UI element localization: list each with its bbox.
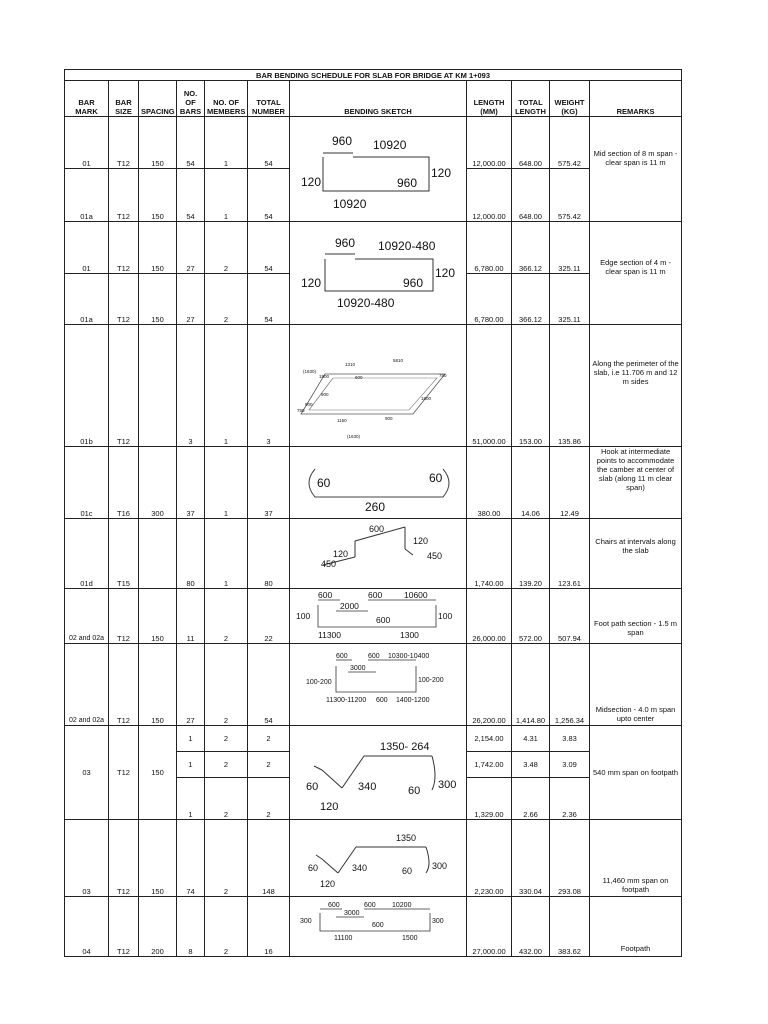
table-row — [65, 644, 682, 726]
weight-cell: 123.61 — [550, 519, 590, 589]
total-length-cell: 366.12 — [512, 222, 550, 274]
total-number-cell: 2 — [248, 778, 290, 820]
header-bending-sketch: BENDING SKETCH — [290, 81, 467, 117]
sketch-dim: 100 — [438, 611, 453, 621]
no-of-bars-cell: 80 — [177, 519, 205, 589]
bar-mark-cell: 01a — [65, 274, 109, 325]
total-number-cell: 22 — [248, 589, 290, 644]
total-number-cell: 2 — [248, 726, 290, 752]
spacing-cell: 300 — [139, 447, 177, 519]
bending-sketch-7 — [290, 644, 467, 726]
sketch-dim: 900 — [321, 391, 329, 397]
table-row — [65, 820, 682, 897]
bar-mark-cell: 01b — [65, 325, 109, 447]
sketch-dim: 120 — [413, 535, 429, 546]
remarks-cell: Edge section of 4 m - clear span is 11 m — [590, 222, 682, 325]
sketch-dim: 60 — [317, 475, 331, 490]
table-row — [65, 117, 682, 169]
sketch-dim: 120 — [435, 266, 456, 280]
length-cell: 51,000.00 — [467, 325, 512, 447]
no-of-members-cell: 1 — [205, 519, 248, 589]
sketch-dim: 10920 — [373, 138, 407, 152]
no-of-members-cell: 2 — [205, 778, 248, 820]
table-row — [65, 726, 682, 752]
spacing-cell: 150 — [139, 274, 177, 325]
remarks-cell: 540 mm span on footpath — [590, 726, 682, 820]
no-of-members-cell: 1 — [205, 447, 248, 519]
weight-cell: 325.11 — [550, 222, 590, 274]
remarks-cell: Chairs at intervals along the slab — [590, 519, 682, 589]
weight-cell: 383.62 — [550, 897, 590, 957]
bar-size-cell: T12 — [109, 169, 139, 222]
bar-size-cell: T12 — [109, 820, 139, 897]
total-number-cell: 54 — [248, 222, 290, 274]
bending-sketch-4 — [290, 447, 467, 519]
sketch-dim: 340 — [352, 863, 368, 873]
spacing-cell: 150 — [139, 589, 177, 644]
sketch-dim: 11300 — [318, 630, 342, 640]
bar-size-cell: T12 — [109, 589, 139, 644]
schedule-title: BAR BENDING SCHEDULE FOR SLAB FOR BRIDGE AT KM 1+093 — [65, 70, 682, 81]
no-of-members-cell: 2 — [205, 726, 248, 752]
sketch-dim: 3000 — [344, 910, 360, 917]
remarks-cell: 11,460 mm span on footpath — [590, 820, 682, 897]
sketch-dim: 10920 — [333, 197, 367, 211]
total-length-cell: 432.00 — [512, 897, 550, 957]
length-cell: 12,000.00 — [467, 117, 512, 169]
header-spacing: SPACING — [139, 81, 177, 117]
sketch-dim: 600 — [372, 922, 384, 929]
no-of-bars-cell: 1 — [177, 778, 205, 820]
sketch-dim: 60 — [429, 470, 443, 485]
bar-size-cell: T12 — [109, 117, 139, 169]
length-cell: 26,200.00 — [467, 644, 512, 726]
weight-cell: 1,256.34 — [550, 644, 590, 726]
table-row — [65, 589, 682, 644]
remarks-cell: Hook at intermediate points to accommodate the camber at center of slab (along 11 m clear span) — [590, 447, 682, 519]
sketch-dim: 600 — [368, 653, 380, 660]
total-length-cell: 648.00 — [512, 117, 550, 169]
weight-cell: 507.94 — [550, 589, 590, 644]
spacing-cell: 150 — [139, 820, 177, 897]
no-of-bars-cell: 74 — [177, 820, 205, 897]
no-of-bars-cell: 27 — [177, 274, 205, 325]
header-total-number: TOTAL NUMBER — [248, 81, 290, 117]
weight-cell: 293.08 — [550, 820, 590, 897]
total-length-cell: 14.06 — [512, 447, 550, 519]
sketch-dim: 10600 — [404, 590, 428, 600]
sketch-dim: 960 — [403, 276, 424, 290]
no-of-bars-cell: 1 — [177, 726, 205, 752]
sketch-dim: 300 — [432, 918, 444, 925]
no-of-members-cell: 1 — [205, 325, 248, 447]
no-of-bars-cell: 54 — [177, 117, 205, 169]
spacing-cell — [139, 519, 177, 589]
no-of-bars-cell: 3 — [177, 325, 205, 447]
length-cell: 26,000.00 — [467, 589, 512, 644]
bar-size-cell: T12 — [109, 644, 139, 726]
bar-bending-schedule-table — [64, 69, 682, 957]
bending-sketch-1 — [290, 117, 467, 222]
no-of-members-cell: 2 — [205, 820, 248, 897]
no-of-members-cell: 2 — [205, 589, 248, 644]
sketch-dim: 260 — [365, 499, 386, 514]
total-number-cell: 54 — [248, 644, 290, 726]
sketch-dim: 600 — [376, 615, 391, 625]
sketch-dim: 60 — [306, 780, 319, 793]
total-length-cell: 139.20 — [512, 519, 550, 589]
bar-mark-cell: 02 and 02a — [65, 644, 109, 726]
header-weight: WEIGHT (KG) — [550, 81, 590, 117]
sketch-dim: 5810 — [393, 357, 404, 363]
sketch-dim: 960 — [397, 176, 418, 190]
bending-sketch-10 — [290, 897, 467, 957]
no-of-bars-cell: 11 — [177, 589, 205, 644]
sketch-dim: 300 — [432, 861, 448, 871]
spacing-cell: 150 — [139, 726, 177, 820]
header-no-of-members: NO. OF MEMBERS — [205, 81, 248, 117]
total-length-cell: 1,414.80 — [512, 644, 550, 726]
no-of-bars-cell: 27 — [177, 644, 205, 726]
bar-size-cell: T12 — [109, 274, 139, 325]
bar-mark-cell: 01c — [65, 447, 109, 519]
sketch-dim: (1630) — [347, 433, 361, 439]
sketch-dim: 900 — [385, 415, 393, 421]
sketch-dim: 1350 — [396, 833, 417, 843]
weight-cell: 575.42 — [550, 169, 590, 222]
remarks-cell: Midsection - 4.0 m span upto center — [590, 644, 682, 726]
weight-cell: 2.36 — [550, 778, 590, 820]
sketch-dim: 340 — [358, 780, 377, 793]
spacing-cell — [139, 325, 177, 447]
length-cell: 27,000.00 — [467, 897, 512, 957]
bar-mark-cell: 04 — [65, 897, 109, 957]
sketch-dim: 100 — [296, 611, 311, 621]
sketch-dim: 750 — [439, 372, 447, 378]
no-of-members-cell: 2 — [205, 274, 248, 325]
sketch-dim: 300 — [438, 778, 457, 791]
bending-sketch-6 — [290, 589, 467, 644]
no-of-members-cell: 2 — [205, 644, 248, 726]
sketch-dim: 120 — [301, 175, 322, 189]
no-of-bars-cell: 27 — [177, 222, 205, 274]
bar-size-cell: T15 — [109, 519, 139, 589]
total-number-cell: 3 — [248, 325, 290, 447]
length-cell: 1,329.00 — [467, 778, 512, 820]
bar-mark-cell: 01 — [65, 222, 109, 274]
total-length-cell: 4.31 — [512, 726, 550, 752]
sketch-dim: 100-200 — [418, 677, 444, 684]
total-length-cell: 3.48 — [512, 752, 550, 778]
bar-size-cell: T12 — [109, 726, 139, 820]
bending-sketch-9 — [290, 820, 467, 897]
sketch-dim: 100-200 — [306, 679, 332, 686]
sketch-dim: 1800 — [421, 395, 432, 401]
sketch-dim: 450 — [427, 550, 443, 561]
length-cell: 2,230.00 — [467, 820, 512, 897]
sketch-dim: (1630) — [303, 368, 317, 374]
total-number-cell: 2 — [248, 752, 290, 778]
bar-mark-cell: 03 — [65, 726, 109, 820]
sketch-dim: 600 — [355, 374, 363, 380]
sketch-dim: 600 — [328, 902, 340, 909]
sketch-dim: 60 — [308, 863, 319, 873]
total-length-cell: 572.00 — [512, 589, 550, 644]
sketch-dim: 900 — [305, 401, 313, 407]
length-cell: 380.00 — [467, 447, 512, 519]
sketch-dim: 120 — [301, 276, 322, 290]
remarks-cell: Footpath — [590, 897, 682, 957]
sketch-dim: 600 — [376, 697, 388, 704]
sketch-dim: 120 — [333, 548, 349, 559]
sketch-dim: 960 — [332, 134, 353, 148]
total-number-cell: 54 — [248, 117, 290, 169]
sketch-dim: 1150 — [337, 417, 347, 423]
no-of-bars-cell: 37 — [177, 447, 205, 519]
bar-mark-cell: 01a — [65, 169, 109, 222]
sketch-dim: 60 — [402, 866, 413, 876]
no-of-bars-cell: 8 — [177, 897, 205, 957]
header-no-of-bars: NO. OF BARS — [177, 81, 205, 117]
sketch-dim: 120 — [431, 166, 452, 180]
total-number-cell: 80 — [248, 519, 290, 589]
length-cell: 1,742.00 — [467, 752, 512, 778]
length-cell: 2,154.00 — [467, 726, 512, 752]
bending-sketch-3 — [290, 325, 467, 447]
sketch-dim: 450 — [321, 558, 337, 569]
spacing-cell: 150 — [139, 644, 177, 726]
no-of-members-cell: 1 — [205, 117, 248, 169]
sketch-dim: 600 — [318, 590, 333, 600]
total-length-cell: 330.04 — [512, 820, 550, 897]
header-bar-size: BAR SIZE — [109, 81, 139, 117]
sketch-dim: 120 — [320, 800, 339, 813]
header-bar-mark: BAR MARK — [65, 81, 109, 117]
sketch-dim: 300 — [300, 918, 312, 925]
bar-size-cell: T12 — [109, 325, 139, 447]
table-row — [65, 447, 682, 519]
bar-size-cell: T16 — [109, 447, 139, 519]
remarks-cell: Mid section of 8 m span - clear span is 11 m — [590, 117, 682, 222]
sketch-dim: 1350- 264 — [380, 740, 430, 753]
sketch-dim: 2000 — [340, 601, 359, 611]
no-of-members-cell: 2 — [205, 897, 248, 957]
no-of-bars-cell: 1 — [177, 752, 205, 778]
weight-cell: 575.42 — [550, 117, 590, 169]
total-length-cell: 366.12 — [512, 274, 550, 325]
weight-cell: 12.49 — [550, 447, 590, 519]
sketch-dim: 60 — [408, 784, 421, 797]
sketch-dim: 1500 — [402, 935, 418, 942]
bending-sketch-5 — [290, 519, 467, 589]
bar-mark-cell: 01d — [65, 519, 109, 589]
spacing-cell: 150 — [139, 169, 177, 222]
weight-cell: 3.83 — [550, 726, 590, 752]
sketch-dim: 960 — [335, 236, 356, 250]
sketch-dim: 120 — [320, 879, 336, 889]
spacing-cell: 150 — [139, 222, 177, 274]
sketch-dim: 11100 — [334, 935, 353, 942]
remarks-cell: Along the perimeter of the slab, i.e 11.706 m and 12 m sides — [590, 325, 682, 447]
table-row — [65, 325, 682, 447]
bar-mark-cell: 01 — [65, 117, 109, 169]
total-number-cell: 37 — [248, 447, 290, 519]
table-row — [65, 519, 682, 589]
bar-size-cell: T12 — [109, 222, 139, 274]
sketch-dim: 750 — [297, 407, 305, 413]
no-of-members-cell: 2 — [205, 222, 248, 274]
table-row — [65, 897, 682, 957]
sketch-dim: 600 — [336, 653, 348, 660]
total-length-cell: 2.66 — [512, 778, 550, 820]
sketch-dim: 600 — [369, 523, 385, 534]
sketch-dim: 10300-10400 — [388, 653, 430, 660]
total-number-cell: 54 — [248, 169, 290, 222]
spacing-cell: 200 — [139, 897, 177, 957]
header-total-length: TOTAL LENGTH — [512, 81, 550, 117]
weight-cell: 3.09 — [550, 752, 590, 778]
weight-cell: 135.86 — [550, 325, 590, 447]
weight-cell: 325.11 — [550, 274, 590, 325]
total-number-cell: 148 — [248, 820, 290, 897]
length-cell: 1,740.00 — [467, 519, 512, 589]
sketch-dim: 600 — [364, 902, 376, 909]
no-of-members-cell: 1 — [205, 169, 248, 222]
sketch-dim: 10920-480 — [337, 296, 395, 310]
sketch-dim: 11300-11200 — [326, 697, 367, 704]
header-length: LENGTH (MM) — [467, 81, 512, 117]
total-number-cell: 16 — [248, 897, 290, 957]
length-cell: 6,780.00 — [467, 222, 512, 274]
remarks-cell: Foot path section - 1.5 m span — [590, 589, 682, 644]
spacing-cell: 150 — [139, 117, 177, 169]
total-number-cell: 54 — [248, 274, 290, 325]
sketch-dim: 1300 — [400, 630, 419, 640]
sketch-dim: 1800 — [319, 373, 330, 379]
sketch-dim: 1310 — [345, 361, 356, 367]
sketch-dim: 600 — [368, 590, 383, 600]
bar-size-cell: T12 — [109, 897, 139, 957]
total-length-cell: 153.00 — [512, 325, 550, 447]
sketch-dim: 10200 — [392, 902, 412, 909]
no-of-bars-cell: 54 — [177, 169, 205, 222]
no-of-members-cell: 2 — [205, 752, 248, 778]
bending-sketch-2 — [290, 222, 467, 325]
length-cell: 12,000.00 — [467, 169, 512, 222]
total-length-cell: 648.00 — [512, 169, 550, 222]
header-remarks: REMARKS — [590, 81, 682, 117]
sketch-dim: 3000 — [350, 665, 366, 672]
bar-mark-cell: 02 and 02a — [65, 589, 109, 644]
table-row — [65, 222, 682, 274]
length-cell: 6,780.00 — [467, 274, 512, 325]
bending-sketch-8 — [290, 726, 467, 820]
sketch-dim: 1400-1200 — [396, 697, 430, 704]
sketch-dim: 10920-480 — [378, 239, 436, 253]
bar-mark-cell: 03 — [65, 820, 109, 897]
